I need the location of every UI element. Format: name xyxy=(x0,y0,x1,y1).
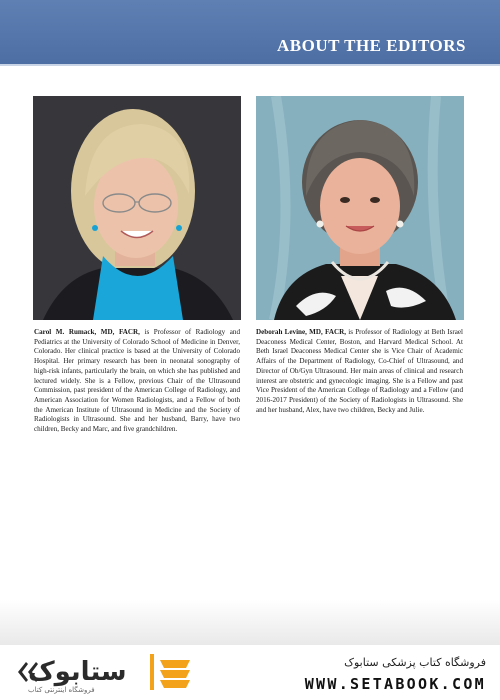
editor-bio-text: is Professor of Radiology at Beth Israel Deaconess Medical Center, Boston, and Harvard Medical School. At Beth Israel Deaconess Medical Center she is Vice Chair of Academic Affairs of the Department of Radiology, Co-Chief of Ultrasound, and Director of Ob/Gyn Ultrasound. Her main areas of clinical and research interest are obstetric and gynecologic imaging. She is a Fellow and past Vice President of the American College of Radiology and a Fellow (and 2016-2017 President) of the Society of Radiologists in Ultrasound. She and her husband, Alex, have two children, Becky and Julie. xyxy=(256,328,463,414)
logo-text: ستابوک xyxy=(28,657,127,687)
editor-name: Deborah Levine, MD, FACR, xyxy=(256,328,346,336)
page-title: ABOUT THE EDITORS xyxy=(277,36,466,55)
editor-photo-rumack xyxy=(33,96,241,320)
store-title: فروشگاه کتاب پزشکی ستابوک xyxy=(344,656,486,669)
editor-bio-text: is Professor of Radiology and Pediatrics at the University of Colorado School of Medicine in Denver, Colorado. Her clinical practice is based at the University of Colorado Hospital. Her primary research has been in neonatal sonography of high-risk infants, particularly the brain, on which she has published and lectured widely. She is a Fellow, previous Chair of the Ultrasound Commission, past president of the American College of Radiology, and American Association for Women Radiologists, and a Fellow of both the American Institute of Ultrasound in Medicine and the Society of Radiologists in Ultrasound. She and her husband, Barry, have two children, Becky and Marc, and five grandchildren. xyxy=(34,328,241,434)
editor-photo-levine xyxy=(256,96,464,320)
editor-bio-levine xyxy=(256,328,463,415)
editor-bio-rumack xyxy=(34,328,240,435)
logo-subtext: فروشگاه اینترنتی کتاب xyxy=(28,686,95,694)
store-url-link[interactable]: WWW.SETABOOK.COM xyxy=(304,675,486,693)
editor-name: Carol M. Rumack, MD, FACR, xyxy=(34,328,140,336)
footer-fade xyxy=(0,600,500,645)
header-divider xyxy=(0,64,500,66)
